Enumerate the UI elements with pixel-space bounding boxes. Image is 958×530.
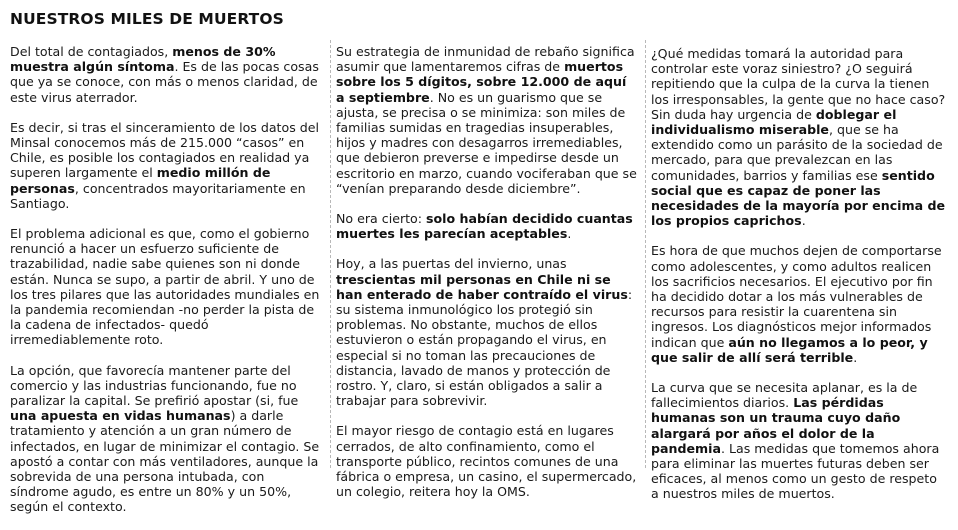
- bold-text-run: trescientas mil personas en Chile ni se han enterado de haber contraído el virus: [336, 271, 628, 302]
- text-run: , que se ha extendido como un parásito de la sociedad de mercado, para que prevalezcan en las comunidades, barrios y familias ese: [651, 122, 943, 183]
- article-paragraph: [336, 44, 638, 196]
- text-run: Hoy, a las puertas del invierno, unas: [336, 256, 567, 272]
- article-column-2: [336, 44, 638, 514]
- bold-text-run: sentido social que es capaz de poner las necesidades de la mayoría por encima de los propios caprichos: [651, 167, 946, 229]
- article-paragraph: [336, 256, 638, 408]
- article-paragraph: [336, 211, 638, 241]
- bold-text-run: doblegar el individualismo miserable: [651, 106, 897, 138]
- bold-text-run: una apuesta en vidas humanas: [10, 408, 231, 424]
- text-run: .: [853, 349, 858, 365]
- text-run: .: [801, 213, 806, 229]
- text-run: . Las medidas que tomemos ahora para eliminar las muertes futuras deben ser eficaces, al menos como un gesto de respeto a nuestros miles de muertos.: [651, 440, 940, 502]
- article-paragraph: [10, 120, 322, 211]
- article-column-3: [651, 46, 947, 517]
- text-run: El mayor riesgo de contagio está en lugares cerrados, de alto confinamiento, como el transporte público, recintos comunes de una fábrica o empresa, un casino, el supermercado, un colegio, reitera hoy la OMS.: [336, 423, 637, 500]
- article-paragraph: [10, 363, 322, 515]
- text-run: No era cierto:: [336, 211, 427, 227]
- article-paragraph: [651, 380, 947, 502]
- column-divider-1: [330, 40, 331, 468]
- article-paragraph: [651, 243, 947, 365]
- text-run: ¿Qué medidas tomará la autoridad para controlar este voraz siniestro? ¿O seguirá repitiendo que la culpa de la curva la tienen los irresponsables, la gente que no hace caso? Sin duda hay urgencia de: [651, 46, 946, 122]
- text-run: La opción, que favorecía mantener parte del comercio y las industrias funcionando, fue no paralizar la capital. Se prefirió apostar (si, fue: [10, 362, 299, 409]
- text-run: ) a darle tratamiento y atención a un gran número de infectados, en lugar de minimizar el contagio. Se apostó a contar con más ventiladores, aunque la sobrevida de una persona intubada, con síndrome agudo, es entre un 80% y un 50%, según el contexto.: [10, 408, 320, 515]
- text-run: . No es un guarismo que se ajusta, se precisa o se minimiza: son miles de familias sumidas en tragedias insuperables, hijos y madres con desagarros irremediables, que debieron preverse e impedirse desde un escritorio en marzo, cuando vociferaban que se “venían preparando desde diciembre”.: [336, 89, 637, 196]
- text-run: Es hora de que muchos dejen de comportarse como adolescentes, y como adultos realicen los sacrificios necesarios. El ejecutivo por fin ha decidido dotar a los más vulnerables de recursos para resistir la cuarentena sin ingresos. Los diagnósticos mejor informados indican que: [651, 243, 942, 350]
- text-run: . Es de las pocas cosas que ya se conoce, con más o menos claridad, de este virus aterrador.: [10, 59, 319, 105]
- text-run: La curva que se necesita aplanar, es la de fallecimientos diarios.: [651, 380, 918, 411]
- bold-text-run: solo habían decidido cuantas muertes les parecían aceptables: [336, 211, 633, 242]
- text-run: Del total de contagiados,: [10, 44, 173, 59]
- text-run: Es decir, si tras el sinceramiento de los datos del Minsal conocemos más de 215.000 “casos” en Chile, es posible los contagiados en realidad ya superen largamente el: [10, 119, 320, 181]
- text-run: .: [567, 226, 572, 242]
- text-run: : su sistema inmunológico los protegió sin problemas. No obstante, muchos de ellos estuvieron o están propagando el virus, en especial si no toman las precauciones de distancia, lavado de manos y protección de rostro. Y, claro, si están obligados a salir a trabajar para sobrevivir.: [336, 286, 633, 409]
- text-run: , concentrados mayoritariamente en Santiago.: [10, 180, 306, 211]
- article-paragraph: [10, 44, 322, 105]
- article-paragraph: [651, 46, 947, 228]
- bold-text-run: medio millón de personas: [10, 165, 271, 196]
- bold-text-run: muertos sobre los 5 dígitos, sobre 12.000 de aquí a septiembre: [336, 59, 627, 105]
- article-paragraph: [336, 423, 638, 499]
- text-run: El problema adicional es que, como el gobierno renunció a hacer un esfuerzo suficiente de trazabilidad, nadie sabe quienes son ni donde están. Nunca se supo, a partir de abril. Y uno de los tres pilares que las autoridades mundiales en la pandemia recomiendan -no perder la pista de la cadena de infectados- quedó irremediablemente roto.: [10, 226, 320, 348]
- bold-text-run: aún no llegamos a lo peor, y que salir de allí será terrible: [651, 334, 928, 365]
- article-headline: NUESTROS MILES DE MUERTOS: [10, 10, 284, 28]
- article-paragraph: [10, 226, 322, 348]
- column-divider-2: [645, 40, 646, 468]
- bold-text-run: Las pérdidas humanas son un trauma cuyo daño alargará por años el dolor de la pandemia: [651, 395, 901, 456]
- article-column-1: [10, 44, 322, 530]
- text-run: Su estrategia de inmunidad de rebaño significa asumir que lamentaremos cifras de: [336, 44, 635, 75]
- bold-text-run: menos de 30% muestra algún síntoma: [10, 44, 276, 75]
